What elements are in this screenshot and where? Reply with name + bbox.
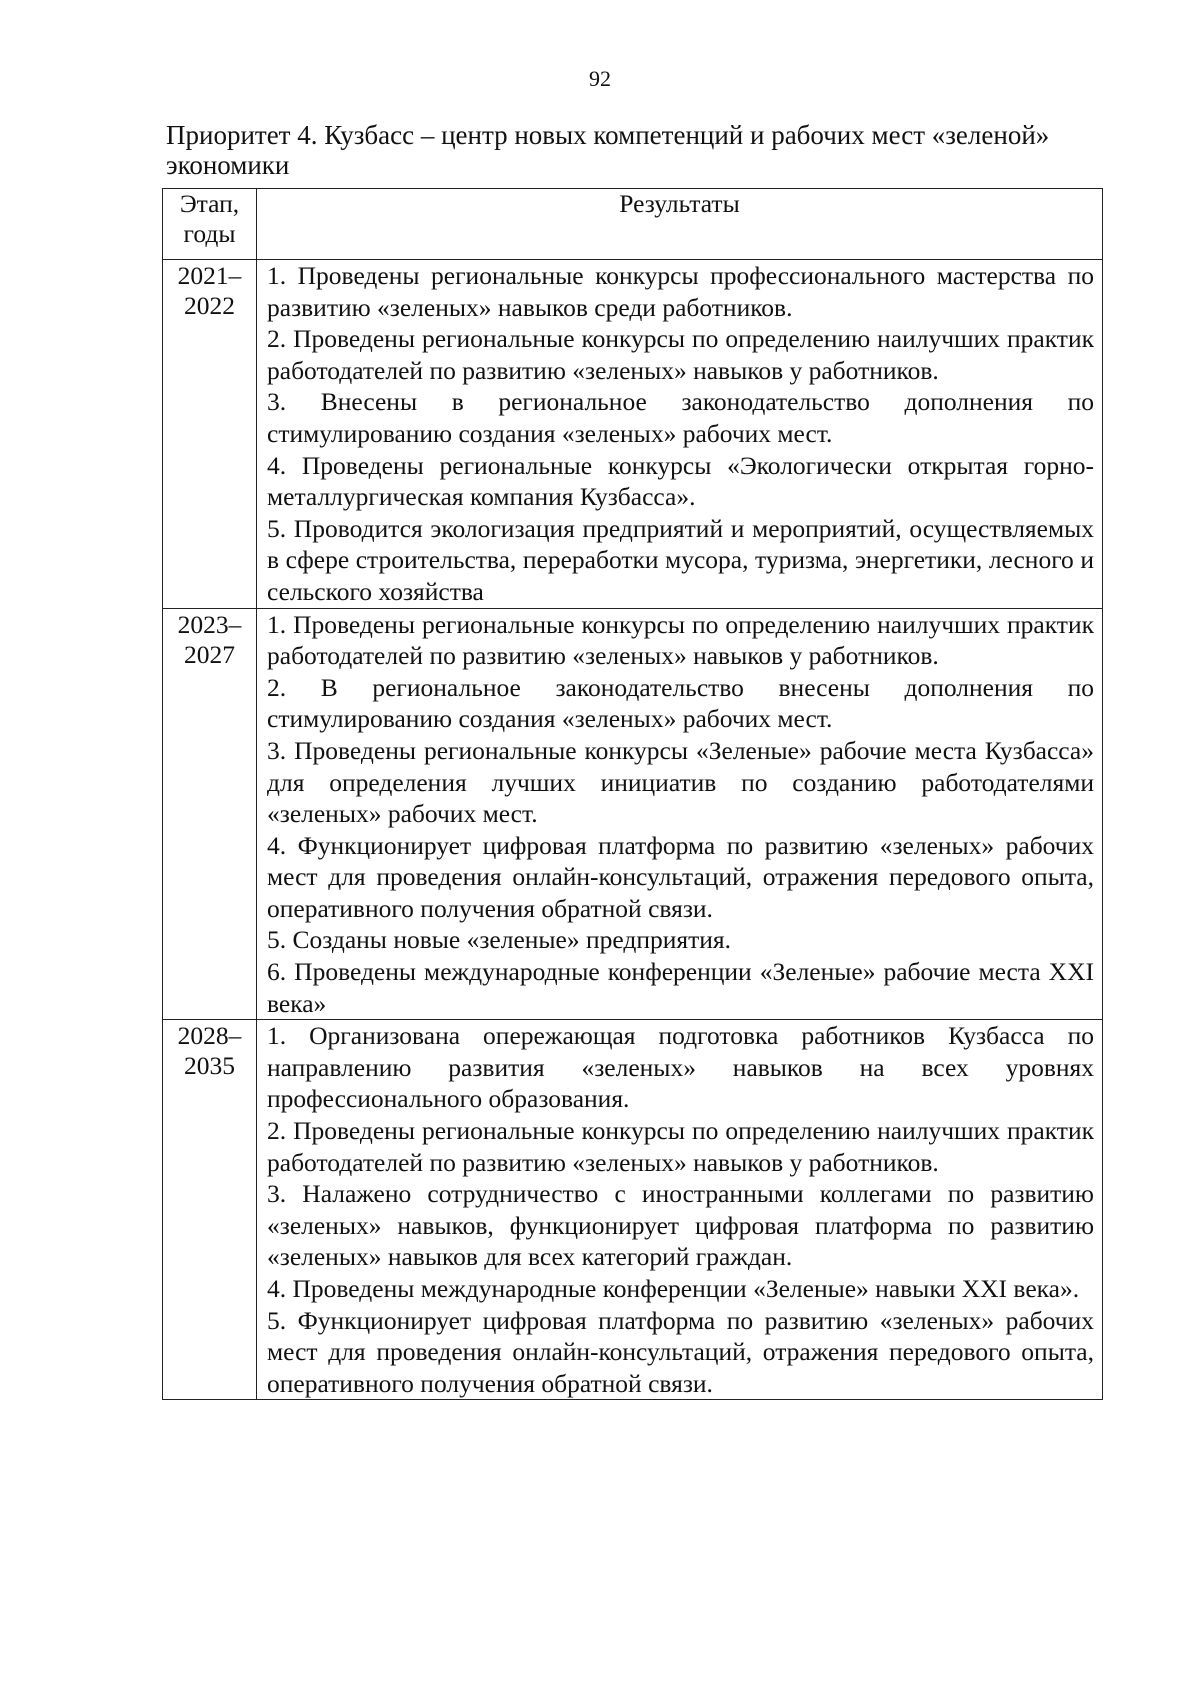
period-start: 2021– (177, 261, 242, 290)
period-cell (163, 608, 257, 1020)
column-header-stage-line-1: Этап, (179, 189, 240, 218)
result-item: 5. Проводится экологизация предприятий и мероприятий, осуществляемых в сфере строительства, переработки мусора, туризма, энергетики, лесного и сельского хозяйства (267, 513, 1094, 606)
result-item: 2. Проведены региональные конкурсы по определению наилучших практик работодателей по развитию «зеленых» навыков у работников. (267, 324, 1094, 385)
table-row (163, 260, 1103, 609)
period-end: 2035 (184, 1051, 235, 1081)
results-cell (257, 260, 1103, 609)
result-item: 2. В региональное законодательство внесены дополнения по стимулированию создания «зеленых» рабочих мест. (267, 672, 1094, 734)
priority-heading-line-1: Приоритет 4. Кузбасс – центр новых компетенций и рабочих мест «зеленой» (166, 120, 1050, 150)
result-item: 3. Налажено сотрудничество с иностранными коллегами по развитию «зеленых» навыков, функционирует цифровая платформа по развитию «зеленых» навыков для всех категорий граждан. (267, 1179, 1094, 1272)
period-end: 2027 (184, 639, 235, 669)
result-item: 2. Проведены региональные конкурсы по определению наилучших практик работодателей по развитию «зеленых» навыков у работников. (267, 1116, 1094, 1177)
result-item: 4. Проведены международные конференции «Зеленые» навыки XXI века». (267, 1274, 1080, 1303)
column-header-stage-line-2: годы (183, 219, 236, 248)
result-item: 4. Проведены региональные конкурсы «Экологически открытая горно-металлургическая компания Кузбасса». (267, 450, 1094, 512)
result-item: 4. Функционирует цифровая платформа по развитию «зеленых» рабочих мест для проведения онлайн-консультаций, отражения передового опыта, оперативного получения обратной связи. (267, 830, 1094, 923)
page-number: 92 (589, 66, 611, 91)
result-item: 1. Проведены региональные конкурсы по определению наилучших практик работодателей по развитию «зеленых» навыков у работников. (267, 609, 1094, 671)
priority-heading-line-2: экономики (166, 150, 290, 180)
result-item: 3. Проведены региональные конкурсы «Зеленые» рабочие места Кузбасса» для определения лучших инициатив по созданию работодателями «зеленых» рабочих мест. (267, 735, 1094, 829)
result-item: 3. Внесены в региональное законодательство дополнения по стимулированию создания «зеленых» рабочих мест. (267, 387, 1094, 448)
result-item: 1. Проведены региональные конкурсы профессионального мастерства по развитию «зеленых» навыков среди работников. (267, 261, 1094, 322)
result-item: 5. Функционирует цифровая платформа по развитию «зеленых» рабочих мест для проведения онлайн-консультаций, отражения передового опыта, оперативного получения обратной связи. (267, 1305, 1094, 1398)
period-start: 2023– (177, 609, 242, 639)
column-header-results: Результаты (257, 189, 1103, 260)
period-start: 2028– (177, 1021, 242, 1051)
results-cell (257, 608, 1103, 1020)
table-header-row (163, 189, 1103, 260)
priority-heading (166, 120, 1106, 180)
period-cell (163, 1020, 257, 1400)
table-row (163, 1020, 1103, 1400)
results-table (162, 188, 1103, 1400)
result-item: 5. Созданы новые «зеленые» предприятия. (267, 925, 732, 955)
period-end: 2022 (184, 291, 235, 320)
results-cell (257, 1020, 1103, 1400)
period-cell (163, 260, 257, 609)
column-header-stage (163, 189, 257, 260)
table-row (163, 608, 1103, 1020)
result-item: 6. Проведены международные конференции «Зеленые» рабочие места XXI века» (267, 957, 1094, 1018)
result-item: 1. Организована опережающая подготовка работников Кузбасса по направлению развития «зеленых» навыков на всех уровнях профессионального образования. (267, 1021, 1094, 1114)
